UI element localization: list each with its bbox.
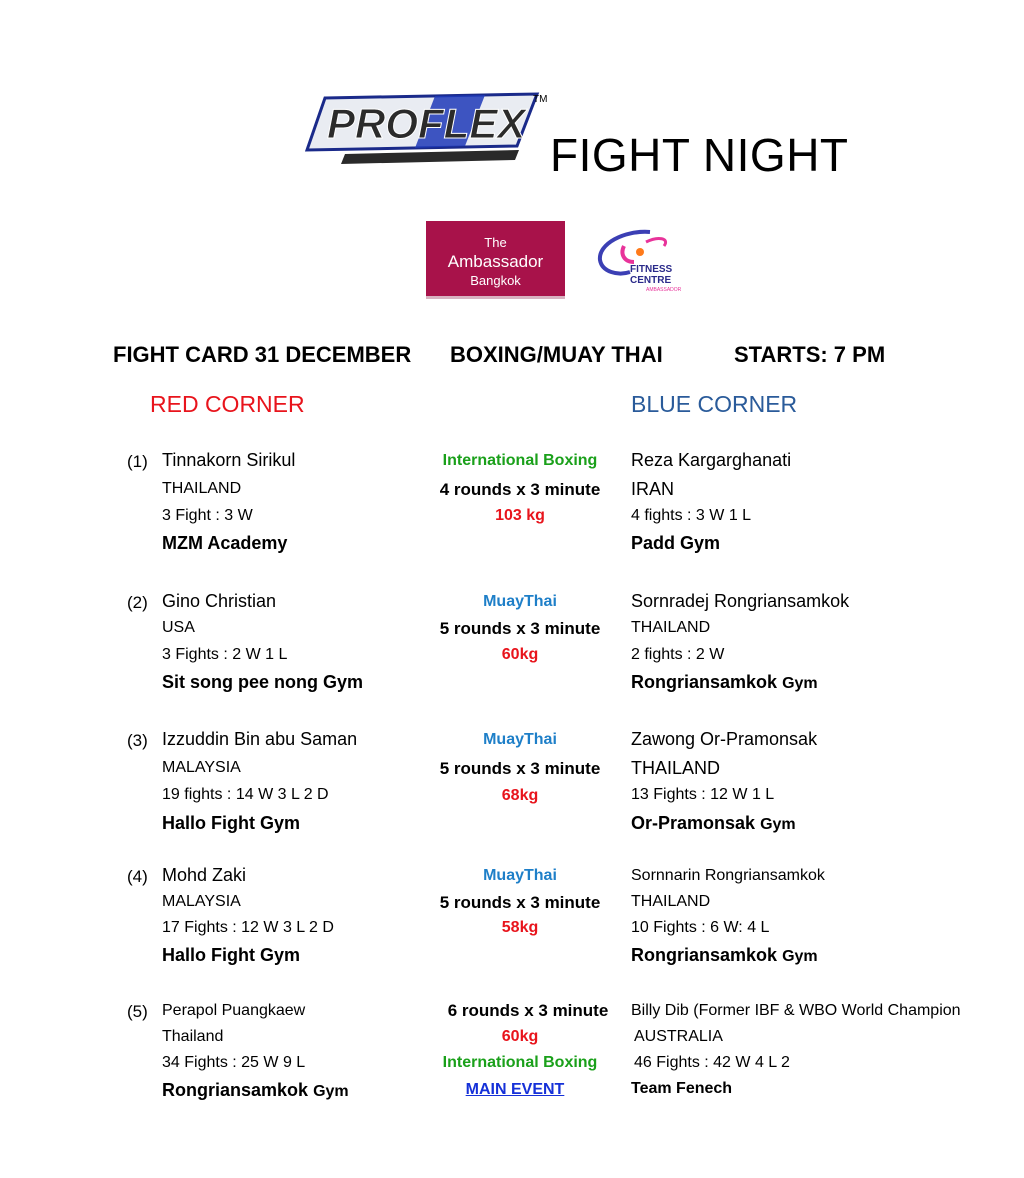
blue-fighter-country: AUSTRALIA (634, 1028, 723, 1045)
blue-fighter-country: THAILAND (631, 758, 721, 778)
fight-3 (0, 729, 1024, 839)
red-fighter-country: MALAYSIA (162, 759, 241, 776)
fight-number: (4) (127, 867, 148, 886)
blue-fighter-name: Zawong Or-Pramonsak (631, 729, 818, 749)
fight-weight: 103 kg (495, 507, 545, 524)
fight-rounds: 5 rounds x 3 minute (439, 759, 601, 778)
red-fighter-country: THAILAND (162, 480, 242, 497)
red-fighter-record: 3 Fights : 2 W 1 L (162, 646, 288, 663)
red-fighter-gym (162, 1080, 349, 1101)
red-fighter-name: Gino Christian (162, 591, 277, 611)
red-fighter-country: Thailand (162, 1028, 224, 1045)
fitness-logo-line1: FITNESS (630, 264, 673, 275)
fight-number: (3) (127, 731, 148, 750)
blue-fighter-country: IRAN (631, 479, 675, 499)
gym-name: Or-Pramonsak (631, 813, 756, 833)
main-event-link[interactable]: MAIN EVENT (465, 1081, 565, 1098)
blue-fighter-gym (631, 945, 818, 966)
fight-2 (0, 591, 1024, 701)
fight-discipline: MuayThai (483, 593, 557, 610)
fight-rounds: 5 rounds x 3 minute (439, 893, 601, 912)
blue-fighter-name: Sornradej Rongriansamkok (631, 591, 850, 611)
gym-suffix: Gym (782, 675, 818, 692)
ambassador-logo-line1: The (484, 235, 507, 250)
blue-fighter-record: 46 Fights : 42 W 4 L 2 (634, 1054, 790, 1071)
fight-discipline: International Boxing (442, 1054, 598, 1071)
blue-corner-heading: BLUE CORNER (631, 391, 798, 417)
blue-fighter-name: Sornnarin Rongriansamkok (631, 867, 825, 884)
fight-discipline: International Boxing (442, 452, 598, 469)
red-fighter-gym (162, 945, 300, 966)
fight-card-date: FIGHT CARD 31 DECEMBER (113, 342, 412, 367)
red-fighter-name: Mohd Zaki (162, 865, 247, 885)
red-corner-heading: RED CORNER (150, 391, 305, 417)
red-fighter-name: Tinnakorn Sirikul (162, 450, 296, 470)
fight-weight: 60kg (501, 646, 539, 663)
red-fighter-record: 3 Fight : 3 W (162, 507, 253, 524)
gym-name: Sit song pee nong Gym (162, 672, 364, 692)
blue-fighter-gym (631, 533, 720, 554)
gym-name: Rongriansamkok (631, 672, 778, 692)
fitness-logo-line2: CENTRE (630, 275, 672, 286)
gym-name: Rongriansamkok (162, 1080, 309, 1100)
ambassador-logo-line3: Bangkok (470, 273, 521, 288)
fight-card-start-time: STARTS: 7 PM (734, 342, 886, 367)
proflex-logo (305, 88, 548, 170)
gym-name: Padd Gym (631, 533, 721, 553)
fight-weight: 60kg (501, 1028, 539, 1045)
fight-rounds: 4 rounds x 3 minute (439, 480, 601, 499)
blue-fighter-record: 4 fights : 3 W 1 L (631, 507, 752, 524)
red-fighter-record: 19 fights : 14 W 3 L 2 D (162, 786, 329, 803)
gym-name: Hallo Fight Gym (162, 813, 301, 833)
blue-fighter-gym (631, 1080, 732, 1098)
gym-name: Rongriansamkok (631, 945, 778, 965)
fight-rounds: 6 rounds x 3 minute (447, 1001, 609, 1020)
blue-fighter-gym (631, 672, 818, 693)
trademark-mark: TM (533, 94, 548, 105)
fight-1 (0, 450, 1024, 560)
red-fighter-gym (162, 533, 287, 554)
svg-text:PROFLEX: PROFLEX (327, 100, 526, 147)
ambassador-logo-line2: Ambassador (447, 252, 544, 271)
fight-weight: 58kg (501, 919, 539, 936)
red-fighter-gym (162, 813, 300, 834)
fight-card-discipline: BOXING/MUAY THAI (450, 342, 663, 367)
blue-fighter-record: 2 fights : 2 W (631, 646, 725, 663)
gym-suffix: Gym (313, 1083, 349, 1100)
fight-rounds: 5 rounds x 3 minute (439, 619, 601, 638)
event-title: FIGHT NIGHT (550, 129, 849, 181)
blue-fighter-gym (631, 813, 796, 834)
gym-name: Team Fenech (631, 1080, 733, 1097)
fight-discipline: MuayThai (483, 867, 557, 884)
gym-name: MZM Academy (162, 533, 288, 553)
blue-fighter-country: THAILAND (631, 619, 711, 636)
fitness-logo-line3: AMBASSADOR (646, 287, 682, 293)
fitness-centre-logo (594, 226, 702, 294)
red-fighter-record: 34 Fights : 25 W 9 L (162, 1054, 306, 1071)
gym-suffix: Gym (760, 816, 796, 833)
blue-fighter-name: Billy Dib (Former IBF & WBO World Champion (631, 1002, 961, 1019)
gym-name: Hallo Fight Gym (162, 945, 301, 965)
red-fighter-name: Perapol Puangkaew (162, 1002, 306, 1019)
fight-weight: 68kg (501, 787, 539, 804)
fight-discipline: MuayThai (483, 731, 557, 748)
fight-number: (1) (127, 452, 148, 471)
fight-number: (5) (127, 1002, 148, 1021)
fight-number: (2) (127, 593, 148, 612)
blue-fighter-record: 13 Fights : 12 W 1 L (631, 786, 775, 803)
red-fighter-country: USA (162, 619, 195, 636)
ambassador-bangkok-logo (426, 221, 565, 299)
fight-5-main-event (0, 1000, 1024, 1110)
red-fighter-gym (162, 672, 363, 693)
red-fighter-name: Izzuddin Bin abu Saman (162, 729, 358, 749)
red-fighter-record: 17 Fights : 12 W 3 L 2 D (162, 919, 334, 936)
gym-suffix: Gym (782, 948, 818, 965)
blue-fighter-name: Reza Kargarghanati (631, 450, 792, 470)
red-fighter-country: MALAYSIA (162, 893, 241, 910)
blue-fighter-record: 10 Fights : 6 W: 4 L (631, 919, 770, 936)
blue-fighter-country: THAILAND (631, 893, 711, 910)
fight-4 (0, 865, 1024, 975)
